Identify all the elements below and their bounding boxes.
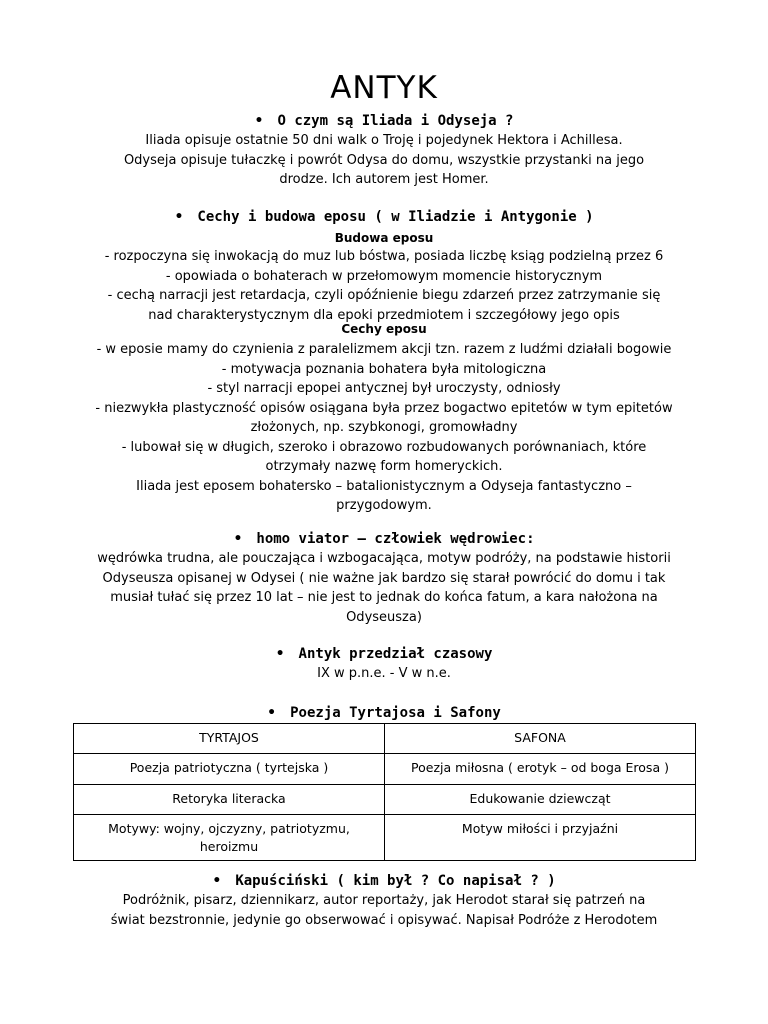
text-line: musiał tułać się przez 10 lat – nie jest to jednak do końca fatum, a kara nałożona na	[110, 590, 658, 605]
text-line: Podróżnik, pisarz, dziennikarz, autor reportaży, jak Herodot starał się patrzeń na	[122, 893, 646, 908]
table-header-cell: SAFONA	[385, 724, 696, 754]
text-line: - rozpoczyna się inwokacją do muz lub bóstwa, posiada liczbę ksiąg podzielną przez 6	[104, 249, 664, 264]
table-cell: Poezja miłosna ( erotyk – od boga Erosa )	[385, 754, 696, 785]
text-line: - cechą narracji jest retardacja, czyli opóźnienie biegu zdarzeń przez zatrzymanie się	[107, 288, 661, 303]
page-title: ANTYK	[330, 70, 438, 106]
poets-table	[73, 723, 696, 861]
text-line: - niezwykła plastyczność opisów osiągana była przez bogactwo epitetów w tym epitetów	[95, 400, 673, 416]
heading-text: Kapuściński ( kim był ? Co napisał ? )	[235, 873, 556, 889]
paragraph-budowa	[84, 247, 684, 325]
bullet-icon: •	[254, 113, 264, 129]
table-cell: Poezja patriotyczna ( tyrtejska )	[74, 754, 385, 785]
bullet-icon: •	[174, 209, 184, 225]
bullet-icon: •	[267, 705, 277, 721]
text-line: świat bezstronnie, jedynie go obserwować i opisywać. Napisał Podróże z Herodotem	[110, 912, 658, 928]
text-line: Odyseusza)	[346, 609, 422, 625]
heading-text: Poezja Tyrtajosa i Safony	[290, 705, 501, 721]
text-line: otrzymały nazwę form homeryckich.	[265, 459, 503, 474]
table-cell: Motyw miłości i przyjaźni	[385, 815, 696, 861]
text-line: Iliada jest eposem bohatersko – batalionistycznym a Odyseja fantastyczno –	[136, 478, 632, 494]
heading-text: homo viator – człowiek wędrowiec:	[256, 531, 535, 547]
table-row	[74, 815, 696, 861]
table-cell: Retoryka literacka	[74, 785, 385, 815]
table-header-row	[74, 724, 696, 754]
heading-text: O czym są Iliada i Odyseja ?	[277, 113, 514, 129]
paragraph-homo-viator	[84, 549, 684, 627]
text-line: nad charakterystycznym dla epoki przedmiotem i szczegółowy jego opis	[148, 307, 620, 323]
section-heading-epos	[0, 209, 768, 225]
section-heading-poezja	[0, 705, 768, 721]
paragraph-iliada	[100, 131, 668, 190]
table-cell: Edukowanie dziewcząt	[385, 785, 696, 815]
bullet-icon: •	[212, 873, 222, 889]
section-heading-iliada	[0, 113, 768, 129]
heading-text: Antyk przedział czasowy	[298, 646, 493, 662]
table-header-cell: TYRTAJOS	[74, 724, 385, 754]
text-line: - lubował się w długich, szeroko i obrazowo rozbudowanych porównaniach, które	[121, 439, 647, 455]
text-line: IX w p.n.e. - V w n.e.	[317, 666, 451, 681]
text-line: - motywacja poznania bohatera była mitologiczna	[221, 361, 547, 377]
text-line: Odyseja opisuje tułaczkę i powrót Odysa do domu, wszystkie przystanki na jego	[123, 152, 645, 168]
table-row	[74, 754, 696, 785]
text-line: Iliada opisuje ostatnie 50 dni walk o Troję i pojedynek Hektora i Achillesa.	[145, 133, 623, 148]
text-line: - styl narracji epopei antycznej był uroczysty, odniosły	[207, 381, 561, 396]
bullet-icon: •	[233, 531, 243, 547]
paragraph-cechy	[84, 340, 684, 516]
section-heading-homo-viator	[0, 531, 768, 547]
text-line: Odyseusza opisanej w Odysei ( nie ważne jak bardzo się starał powrócić do domu i tak	[102, 570, 666, 586]
text-line: - w eposie mamy do czynienia z paralelizmem akcji tzn. razem z ludźmi działali bogowie	[96, 342, 672, 357]
paragraph-przedzial	[184, 664, 584, 684]
text-line: złożonych, np. szybkonogi, gromowładny	[250, 420, 518, 435]
bullet-icon: •	[275, 646, 285, 662]
subheading-cechy: Cechy eposu	[341, 322, 427, 336]
table-row	[74, 785, 696, 815]
text-line: - opowiada o bohaterach w przełomowym momencie historycznym	[165, 268, 603, 284]
table-cell: Motywy: wojny, ojczyzny, patriotyzmu, heroizmu	[74, 815, 385, 861]
section-heading-przedzial	[0, 646, 768, 662]
text-line: drodze. Ich autorem jest Homer.	[279, 172, 489, 187]
subheading-budowa: Budowa eposu	[334, 231, 434, 245]
paragraph-kapuscinski	[84, 891, 684, 930]
text-line: przygodowym.	[336, 498, 432, 513]
text-line: wędrówka trudna, ale pouczająca i wzbogacająca, motyw podróży, na podstawie historii	[97, 551, 671, 566]
heading-text: Cechy i budowa eposu ( w Iliadzie i Antygonie )	[197, 209, 594, 225]
section-heading-kapuscinski	[0, 873, 768, 889]
